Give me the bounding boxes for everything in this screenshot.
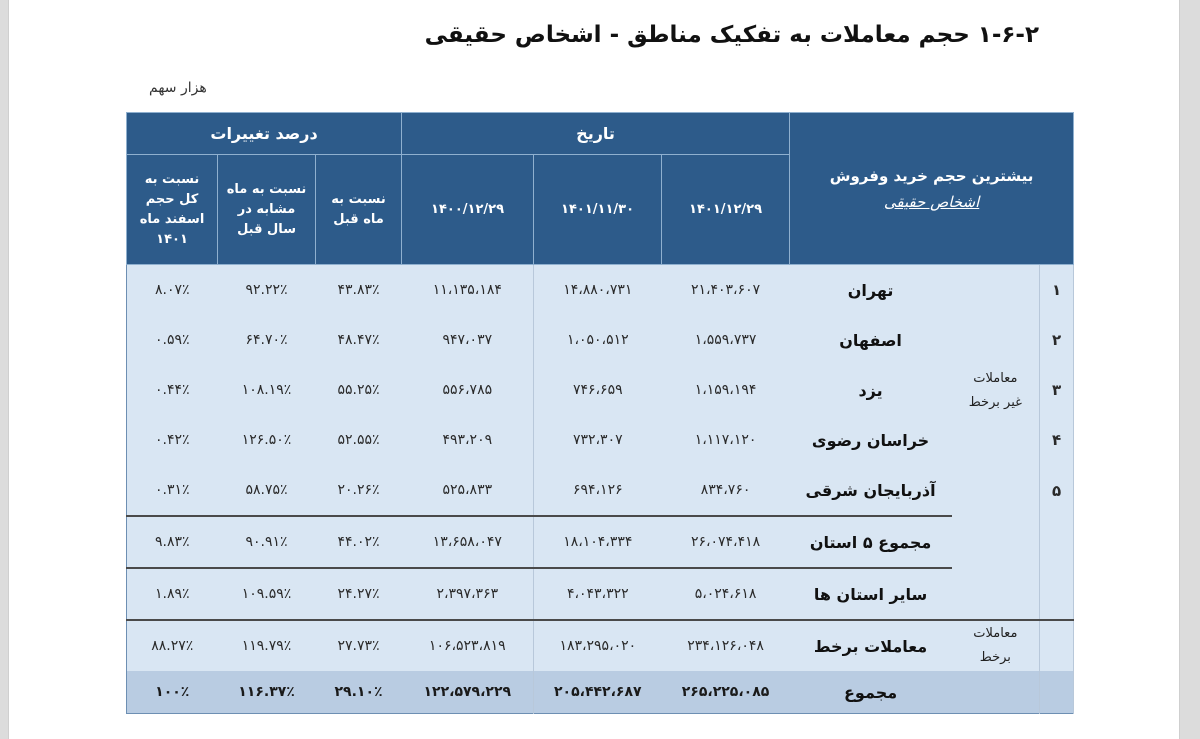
cell-value: ۱۸۳،۲۹۵،۰۲۰ <box>534 620 662 671</box>
cell-value: ۹.۸۳٪ <box>127 516 218 568</box>
header-change-2: نسبت به ماه مشابه در سال قبل <box>218 155 316 265</box>
cell-value: ۵۲۵،۸۳۳ <box>402 465 534 516</box>
region-name: آذربایجان شرقی <box>790 465 952 516</box>
header-change-group: درصد تغییرات <box>127 113 402 155</box>
row-number-empty <box>1040 620 1074 671</box>
cell-value: ۷۳۲،۳۰۷ <box>534 415 662 465</box>
row-number: ۴ <box>1040 415 1074 465</box>
header-main <box>790 113 1074 265</box>
unit-label: هزار سهم <box>149 80 207 96</box>
category-non-block: معاملات غیر برخط <box>952 265 1040 517</box>
cell-value: ۱۲۶.۵۰٪ <box>218 415 316 465</box>
header-date-1: ۱۴۰۱/۱۲/۲۹ <box>662 155 790 265</box>
header-main-line2: اشخاص حقیقی <box>883 192 980 211</box>
cell-value: ۱۲۲،۵۷۹،۲۲۹ <box>402 671 534 714</box>
cell-value: ۱،۰۵۰،۵۱۲ <box>534 315 662 365</box>
header-change-3: نسبت به کل حجم اسفند ماه ۱۴۰۱ <box>127 155 218 265</box>
table-row-others <box>127 568 1074 620</box>
category-empty <box>952 568 1040 620</box>
cell-value: ۵۸.۷۵٪ <box>218 465 316 516</box>
cell-value: ۹۴۷،۰۳۷ <box>402 315 534 365</box>
table-row <box>127 415 1074 465</box>
row-number-empty <box>1040 516 1074 568</box>
table-row <box>127 365 1074 415</box>
category-empty <box>952 671 1040 714</box>
cell-value: ۲۰۵،۴۴۲،۶۸۷ <box>534 671 662 714</box>
cell-value: ۵۵.۲۵٪ <box>316 365 402 415</box>
cell-value: ۲۴.۲۷٪ <box>316 568 402 620</box>
row-number: ۲ <box>1040 315 1074 365</box>
cell-value: ۶۴.۷۰٪ <box>218 315 316 365</box>
cell-value: ۴،۰۴۳،۳۲۲ <box>534 568 662 620</box>
category-block: معاملات برخط <box>952 620 1040 671</box>
row-number: ۱ <box>1040 265 1074 316</box>
region-name: خراسان رضوی <box>790 415 952 465</box>
cell-value: ۱۱،۱۳۵،۱۸۴ <box>402 265 534 316</box>
region-name: یزد <box>790 365 952 415</box>
cell-value: ۵۲.۵۵٪ <box>316 415 402 465</box>
cell-value: ۲۷.۷۳٪ <box>316 620 402 671</box>
cell-value: ۱۴،۸۸۰،۷۳۱ <box>534 265 662 316</box>
cell-value: ۲،۳۹۷،۳۶۳ <box>402 568 534 620</box>
cell-value: ۱،۱۱۷،۱۲۰ <box>662 415 790 465</box>
header-date-3: ۱۴۰۰/۱۲/۲۹ <box>402 155 534 265</box>
cell-value: ۶۹۴،۱۲۶ <box>534 465 662 516</box>
table-row <box>127 465 1074 516</box>
cell-value: ۱۳،۶۵۸،۰۴۷ <box>402 516 534 568</box>
cell-value: ۴۸.۴۷٪ <box>316 315 402 365</box>
cell-value: ۸۸.۲۷٪ <box>127 620 218 671</box>
cell-value: ۲۱،۴۰۳،۶۰۷ <box>662 265 790 316</box>
table-row <box>127 265 1074 316</box>
cell-value: ۱۱۹.۷۹٪ <box>218 620 316 671</box>
cell-value: ۴۹۳،۲۰۹ <box>402 415 534 465</box>
region-name: سایر استان ها <box>790 568 952 620</box>
cell-value: ۲۶،۰۷۴،۴۱۸ <box>662 516 790 568</box>
document-page <box>8 0 1180 739</box>
cell-value: ۱۰۰٪ <box>127 671 218 714</box>
header-date-2: ۱۴۰۱/۱۱/۳۰ <box>534 155 662 265</box>
region-name: مجموع <box>790 671 952 714</box>
header-main-line1: بیشترین حجم خرید وفروش <box>829 166 1034 185</box>
cell-value: ۰.۴۲٪ <box>127 415 218 465</box>
cell-value: ۱۸،۱۰۴،۳۳۴ <box>534 516 662 568</box>
volume-table <box>126 112 1074 714</box>
cell-value: ۲۳۴،۱۲۶،۰۴۸ <box>662 620 790 671</box>
cell-value: ۱۱۶.۳۷٪ <box>218 671 316 714</box>
cell-value: ۱۰۹.۵۹٪ <box>218 568 316 620</box>
cell-value: ۴۳.۸۳٪ <box>316 265 402 316</box>
row-number: ۳ <box>1040 365 1074 415</box>
cell-value: ۸۳۴،۷۶۰ <box>662 465 790 516</box>
cell-value: ۰.۳۱٪ <box>127 465 218 516</box>
cell-value: ۰.۵۹٪ <box>127 315 218 365</box>
table-row-total <box>127 671 1074 714</box>
cell-value: ۲۶۵،۲۲۵،۰۸۵ <box>662 671 790 714</box>
cell-value: ۰.۴۴٪ <box>127 365 218 415</box>
header-change-1: نسبت به ماه قبل <box>316 155 402 265</box>
cell-value: ۲۹.۱۰٪ <box>316 671 402 714</box>
row-number-empty <box>1040 671 1074 714</box>
cell-value: ۱۰۶،۵۲۳،۸۱۹ <box>402 620 534 671</box>
cell-value: ۹۰.۹۱٪ <box>218 516 316 568</box>
cell-value: ۸.۰۷٪ <box>127 265 218 316</box>
table-row-sum5 <box>127 516 1074 568</box>
row-number: ۵ <box>1040 465 1074 516</box>
cell-value: ۵،۰۲۴،۶۱۸ <box>662 568 790 620</box>
cell-value: ۷۴۶،۶۵۹ <box>534 365 662 415</box>
header-date-group: تاریخ <box>402 113 790 155</box>
region-name: معاملات برخط <box>790 620 952 671</box>
cell-value: ۲۰.۲۶٪ <box>316 465 402 516</box>
cell-value: ۱.۸۹٪ <box>127 568 218 620</box>
cell-value: ۹۲.۲۲٪ <box>218 265 316 316</box>
cell-value: ۱۰۸.۱۹٪ <box>218 365 316 415</box>
table-row <box>127 315 1074 365</box>
page-title: ۱-۶-۲ حجم معاملات به تفکیک مناطق - اشخاص حقیقی <box>424 22 1039 48</box>
row-number-empty <box>1040 568 1074 620</box>
region-name: تهران <box>790 265 952 316</box>
cell-value: ۴۴.۰۲٪ <box>316 516 402 568</box>
cell-value: ۱،۵۵۹،۷۳۷ <box>662 315 790 365</box>
category-empty <box>952 516 1040 568</box>
cell-value: ۵۵۶،۷۸۵ <box>402 365 534 415</box>
region-name: اصفهان <box>790 315 952 365</box>
table-row-block <box>127 620 1074 671</box>
region-name: مجموع ۵ استان <box>790 516 952 568</box>
cell-value: ۱،۱۵۹،۱۹۴ <box>662 365 790 415</box>
